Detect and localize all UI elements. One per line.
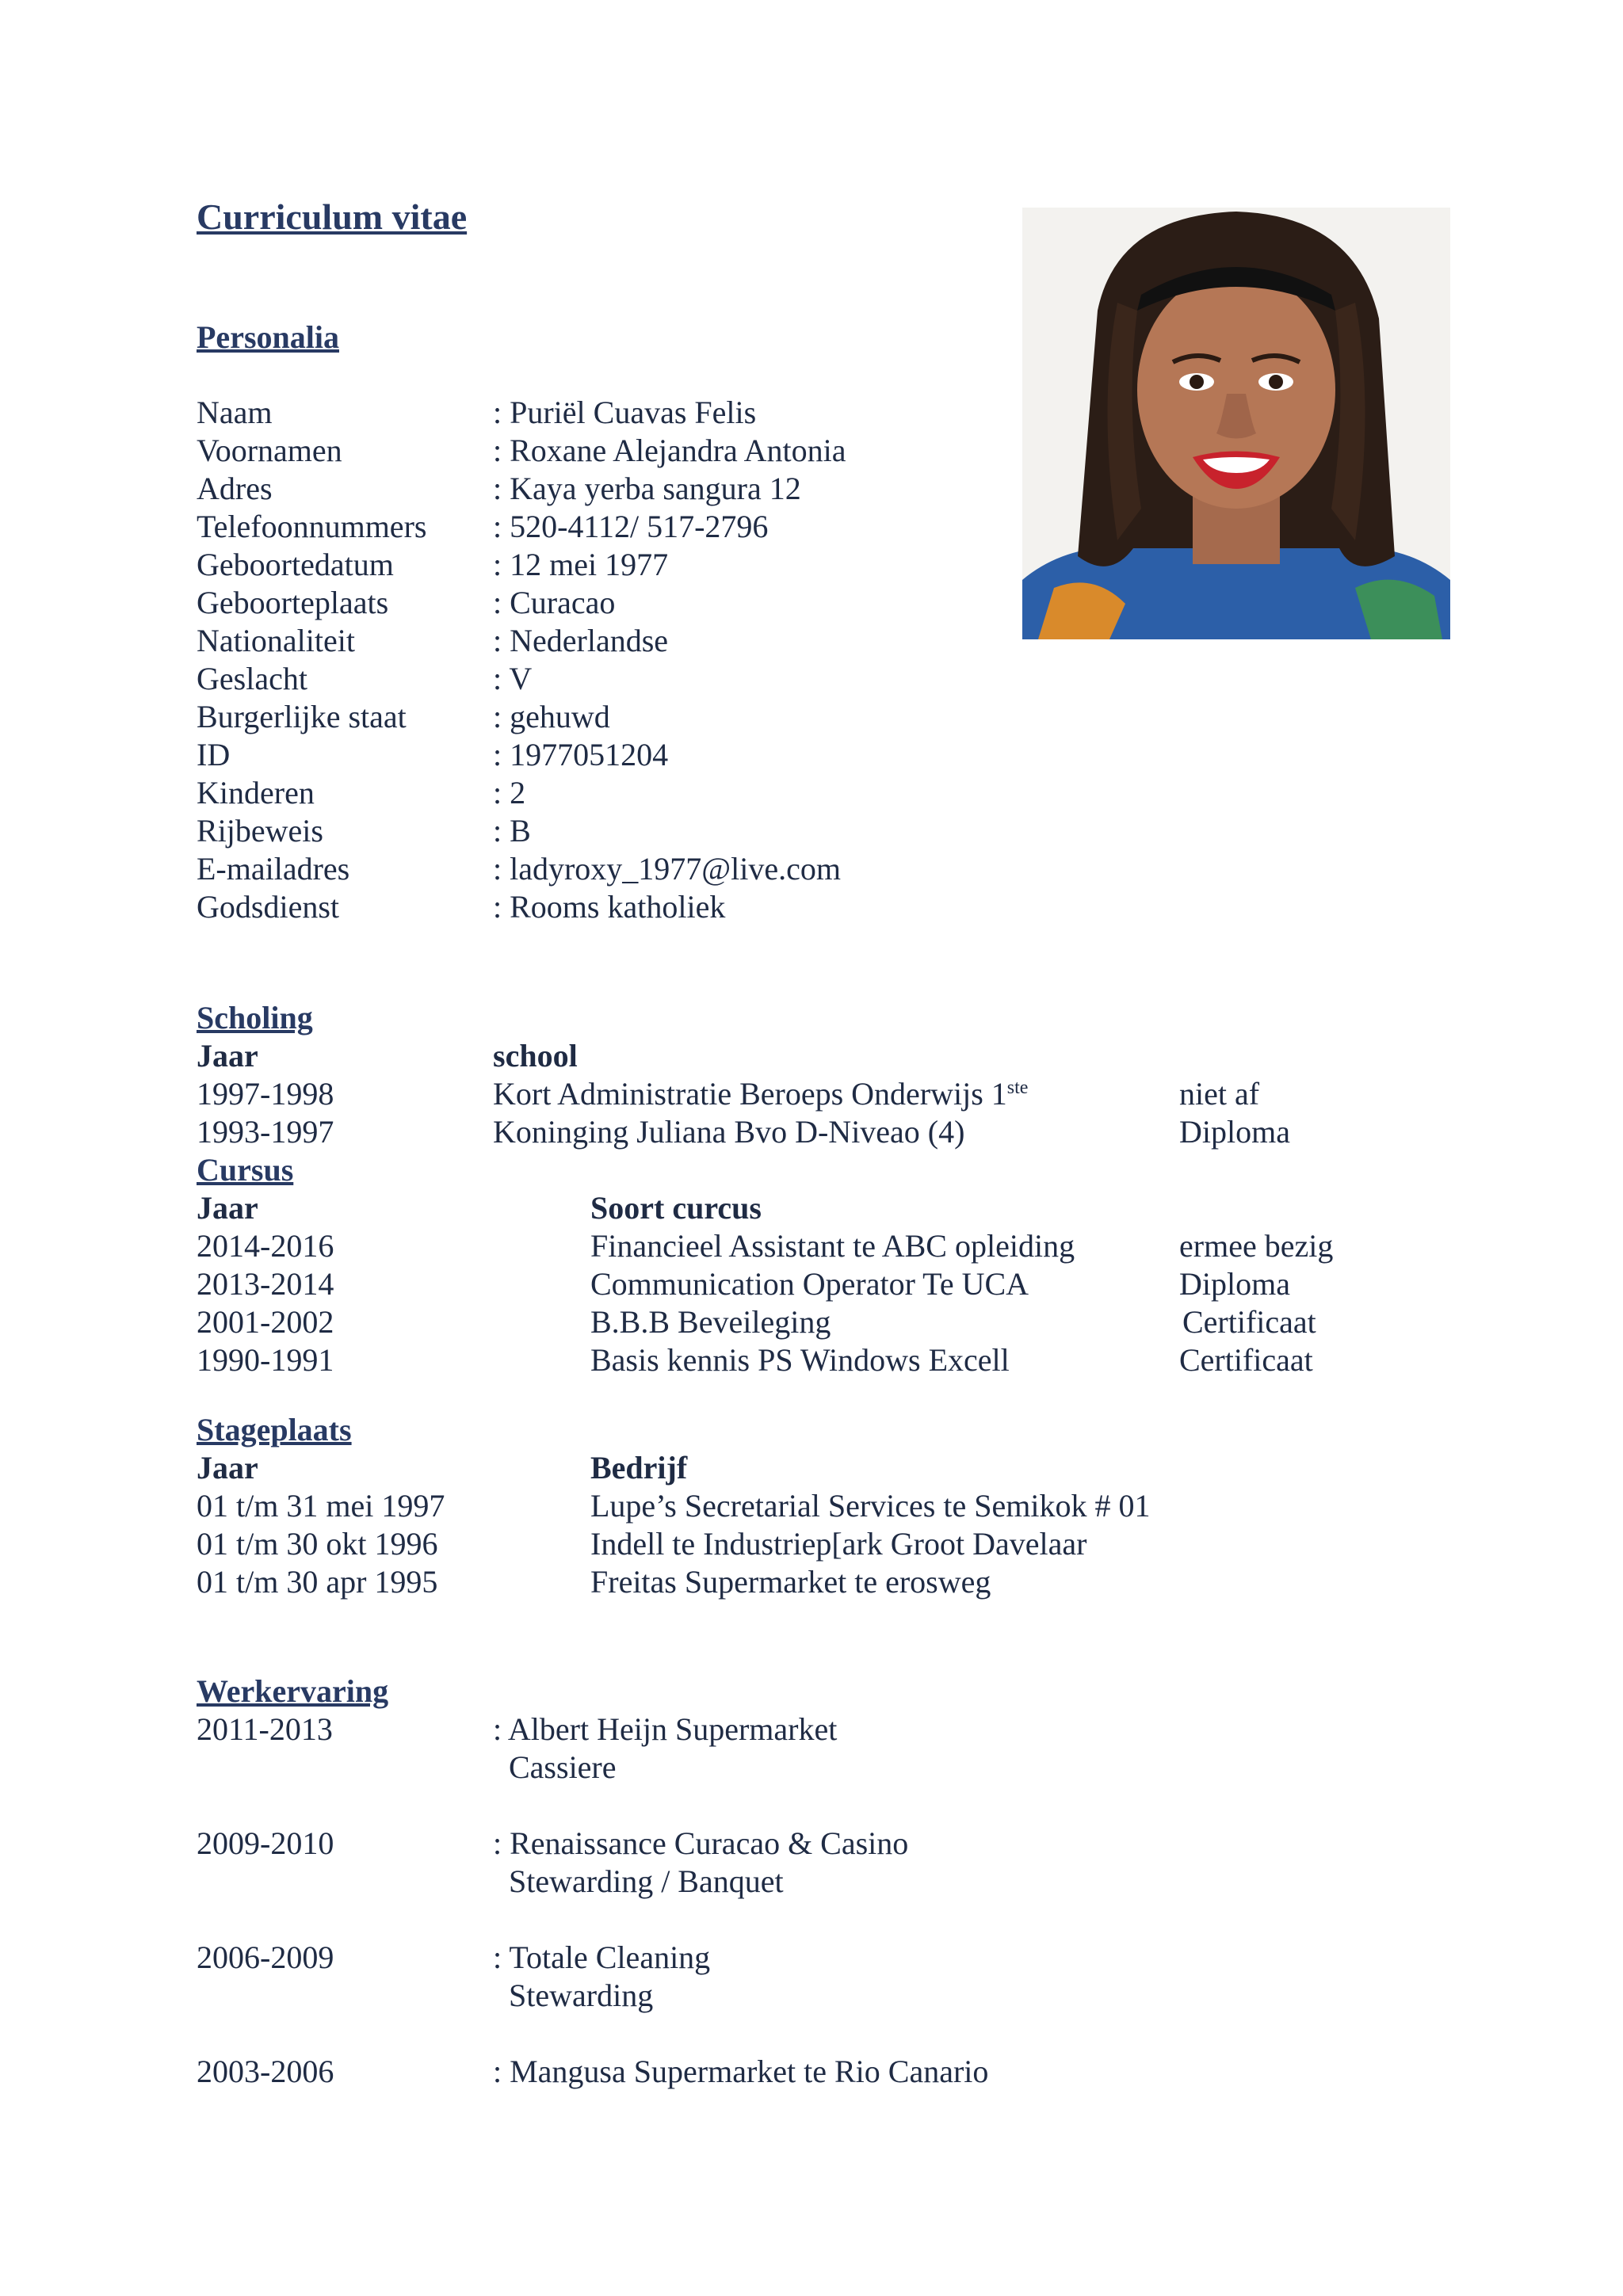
label-geslacht: Geslacht	[197, 661, 307, 696]
scholing-superscript: ste	[1006, 1077, 1029, 1098]
scholing-col-school: school	[493, 1038, 578, 1074]
werk-role: Cassiere	[509, 1749, 617, 1785]
cursus-status: Diploma	[1179, 1266, 1290, 1302]
scholing-year: 1993-1997	[197, 1114, 334, 1150]
scholing-school: Kort Administratie Beroeps Onderwijs 1ste	[493, 1076, 1029, 1112]
cursus-course: Communication Operator Te UCA	[590, 1266, 1029, 1302]
werk-employer: : Mangusa Supermarket te Rio Canario	[493, 2054, 989, 2089]
stage-col-company: Bedrijf	[590, 1450, 688, 1486]
value-adres: : Kaya yerba sangura 12	[493, 471, 801, 506]
scholing-year: 1997-1998	[197, 1076, 334, 1112]
label-id: ID	[197, 737, 231, 772]
portrait-photo	[1022, 208, 1450, 639]
personalia-heading: Personalia	[197, 319, 339, 355]
scholing-status: niet af	[1179, 1076, 1260, 1112]
cursus-col-type: Soort curcus	[590, 1190, 762, 1226]
cursus-heading: Cursus	[197, 1152, 294, 1188]
label-geboorteplaats: Geboorteplaats	[197, 585, 389, 620]
label-kinderen: Kinderen	[197, 775, 315, 810]
value-rijbewijs: : B	[493, 813, 531, 849]
stage-company: Freitas Supermarket te erosweg	[590, 1564, 991, 1600]
label-geboortedatum: Geboortedatum	[197, 547, 394, 582]
label-godsdienst: Godsdienst	[197, 889, 339, 925]
scholing-heading: Scholing	[197, 1000, 313, 1035]
stage-heading: Stageplaats	[197, 1412, 352, 1447]
portrait-icon	[1022, 208, 1450, 639]
stage-company: Indell te Industriep[ark Groot Davelaar	[590, 1526, 1087, 1562]
value-geboorteplaats: : Curacao	[493, 585, 616, 620]
label-nationaliteit: Nationaliteit	[197, 623, 355, 658]
value-burgerlijke-staat: : gehuwd	[493, 699, 610, 734]
label-rijbewijs: Rijbeweis	[197, 813, 323, 849]
value-geboortedatum: : 12 mei 1977	[493, 547, 669, 582]
cursus-course: Basis kennis PS Windows Excell	[590, 1342, 1010, 1378]
value-email: : ladyroxy_1977@live.com	[493, 851, 841, 887]
werk-role: Stewarding / Banquet	[509, 1863, 784, 1899]
stage-year: 01 t/m 30 apr 1995	[197, 1564, 438, 1600]
stage-company: Lupe’s Secretarial Services te Semikok # 01	[590, 1488, 1151, 1524]
werk-employer: : Renaissance Curacao & Casino	[493, 1825, 909, 1861]
werk-year: 2011-2013	[197, 1711, 333, 1747]
scholing-col-year: Jaar	[197, 1038, 258, 1074]
cursus-status: Certificaat	[1179, 1342, 1313, 1378]
stage-year: 01 t/m 30 okt 1996	[197, 1526, 438, 1562]
werk-employer: : Totale Cleaning	[493, 1939, 711, 1975]
label-adres: Adres	[197, 471, 273, 506]
cursus-status: Certificaat	[1182, 1304, 1316, 1340]
value-kinderen: : 2	[493, 775, 526, 810]
cursus-status: ermee bezig	[1179, 1228, 1334, 1264]
value-nationaliteit: : Nederlandse	[493, 623, 669, 658]
werk-year: 2006-2009	[197, 1939, 334, 1975]
scholing-school: Koninging Juliana Bvo D-Niveao (4)	[493, 1114, 965, 1150]
cursus-course: Financieel Assistant te ABC opleiding	[590, 1228, 1075, 1264]
label-naam: Naam	[197, 395, 273, 430]
label-voornamen: Voornamen	[197, 433, 342, 468]
cursus-year: 2013-2014	[197, 1266, 334, 1302]
cursus-year: 2001-2002	[197, 1304, 334, 1340]
label-burgerlijke-staat: Burgerlijke staat	[197, 699, 407, 734]
cursus-course: B.B.B Beveileging	[590, 1304, 831, 1340]
value-godsdienst: : Rooms katholiek	[493, 889, 726, 925]
label-email: E-mailadres	[197, 851, 350, 887]
label-telefoon: Telefoonnummers	[197, 509, 427, 544]
werk-employer: : Albert Heijn Supermarket	[493, 1711, 838, 1747]
value-geslacht: : V	[493, 661, 533, 696]
werk-year: 2003-2006	[197, 2054, 334, 2089]
werk-role: Stewarding	[509, 1978, 654, 2013]
stage-year: 01 t/m 31 mei 1997	[197, 1488, 445, 1524]
werk-heading: Werkervaring	[197, 1673, 389, 1709]
werk-year: 2009-2010	[197, 1825, 334, 1861]
value-telefoon: : 520-4112/ 517-2796	[493, 509, 769, 544]
cursus-year: 1990-1991	[197, 1342, 334, 1378]
stage-col-year: Jaar	[197, 1450, 258, 1486]
value-naam: : Puriël Cuavas Felis	[493, 395, 757, 430]
cursus-year: 2014-2016	[197, 1228, 334, 1264]
value-voornamen: : Roxane Alejandra Antonia	[493, 433, 846, 468]
cursus-col-year: Jaar	[197, 1190, 258, 1226]
scholing-status: Diploma	[1179, 1114, 1290, 1150]
document-title: Curriculum vitae	[197, 196, 468, 237]
value-id: : 1977051204	[493, 737, 669, 772]
